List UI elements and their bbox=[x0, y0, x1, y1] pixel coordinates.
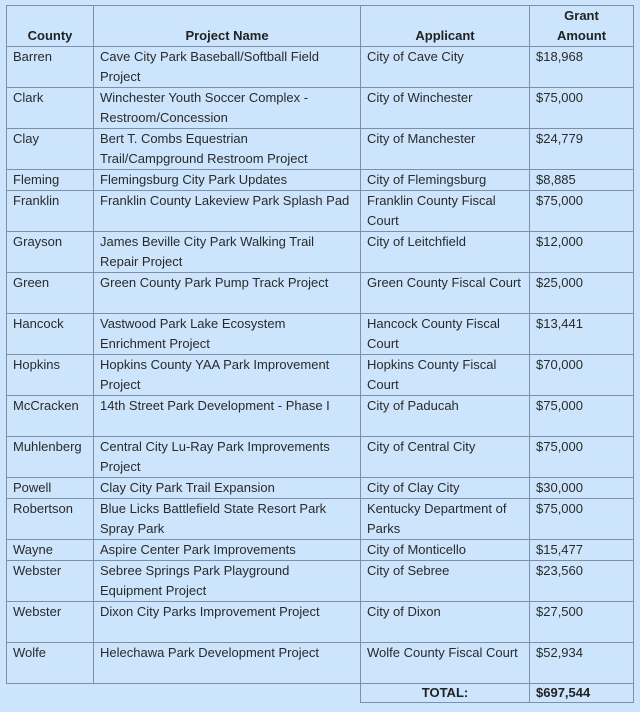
table-row bbox=[7, 499, 634, 540]
cell-amount: $13,441 bbox=[530, 314, 634, 355]
cell-project: Vastwood Park Lake Ecosystem Enrichment Project bbox=[94, 314, 361, 355]
total-row bbox=[7, 684, 634, 703]
cell-applicant: Hopkins County Fiscal Court bbox=[361, 355, 530, 396]
cell-project: Clay City Park Trail Expansion bbox=[94, 478, 361, 499]
table-row bbox=[7, 314, 634, 355]
header-grant-amount-line2: Amount bbox=[556, 28, 607, 43]
cell-applicant: Hancock County Fiscal Court bbox=[361, 314, 530, 355]
table-row bbox=[7, 273, 634, 314]
table-row bbox=[7, 191, 634, 232]
cell-applicant: City of Dixon bbox=[361, 602, 530, 643]
total-value: $697,544 bbox=[530, 684, 634, 703]
cell-applicant: City of Central City bbox=[361, 437, 530, 478]
cell-project: Bert T. Combs Equestrian Trail/Campground Restroom Project bbox=[94, 129, 361, 170]
cell-amount: $75,000 bbox=[530, 437, 634, 478]
table-row bbox=[7, 170, 634, 191]
cell-project: Blue Licks Battlefield State Resort Park Spray Park bbox=[94, 499, 361, 540]
cell-project: Cave City Park Baseball/Softball Field Project bbox=[94, 47, 361, 88]
header-applicant: Applicant bbox=[361, 6, 530, 47]
cell-project: Hopkins County YAA Park Improvement Project bbox=[94, 355, 361, 396]
cell-county: Muhlenberg bbox=[7, 437, 94, 478]
cell-county: Powell bbox=[7, 478, 94, 499]
table-row bbox=[7, 561, 634, 602]
cell-amount: $18,968 bbox=[530, 47, 634, 88]
cell-county: McCracken bbox=[7, 396, 94, 437]
cell-applicant: City of Paducah bbox=[361, 396, 530, 437]
cell-applicant: City of Sebree bbox=[361, 561, 530, 602]
cell-project: Green County Park Pump Track Project bbox=[94, 273, 361, 314]
cell-county: Webster bbox=[7, 602, 94, 643]
table-row bbox=[7, 129, 634, 170]
table-row bbox=[7, 232, 634, 273]
cell-amount: $30,000 bbox=[530, 478, 634, 499]
cell-county: Wolfe bbox=[7, 643, 94, 684]
cell-amount: $27,500 bbox=[530, 602, 634, 643]
cell-county: Franklin bbox=[7, 191, 94, 232]
cell-amount: $52,934 bbox=[530, 643, 634, 684]
cell-applicant: City of Winchester bbox=[361, 88, 530, 129]
cell-amount: $24,779 bbox=[530, 129, 634, 170]
table-row bbox=[7, 602, 634, 643]
cell-county: Hancock bbox=[7, 314, 94, 355]
table-row bbox=[7, 437, 634, 478]
cell-county: Fleming bbox=[7, 170, 94, 191]
header-grant-amount bbox=[530, 6, 634, 47]
cell-amount: $15,477 bbox=[530, 540, 634, 561]
cell-applicant: City of Clay City bbox=[361, 478, 530, 499]
table-row bbox=[7, 478, 634, 499]
cell-project: Franklin County Lakeview Park Splash Pad bbox=[94, 191, 361, 232]
cell-applicant: City of Cave City bbox=[361, 47, 530, 88]
grants-table bbox=[6, 5, 634, 703]
cell-project: Flemingsburg City Park Updates bbox=[94, 170, 361, 191]
cell-applicant: Franklin County Fiscal Court bbox=[361, 191, 530, 232]
header-grant-amount-line1: Grant bbox=[564, 8, 599, 23]
cell-amount: $75,000 bbox=[530, 499, 634, 540]
table-row bbox=[7, 540, 634, 561]
total-label: TOTAL: bbox=[361, 684, 530, 703]
table-row bbox=[7, 396, 634, 437]
cell-applicant: Wolfe County Fiscal Court bbox=[361, 643, 530, 684]
cell-applicant: Kentucky Department of Parks bbox=[361, 499, 530, 540]
cell-county: Webster bbox=[7, 561, 94, 602]
cell-amount: $8,885 bbox=[530, 170, 634, 191]
total-row-spacer bbox=[7, 684, 361, 703]
table-row bbox=[7, 88, 634, 129]
cell-applicant: Green County Fiscal Court bbox=[361, 273, 530, 314]
cell-applicant: City of Flemingsburg bbox=[361, 170, 530, 191]
cell-project: Sebree Springs Park Playground Equipment Project bbox=[94, 561, 361, 602]
cell-project: Aspire Center Park Improvements bbox=[94, 540, 361, 561]
cell-amount: $75,000 bbox=[530, 191, 634, 232]
cell-amount: $25,000 bbox=[530, 273, 634, 314]
cell-amount: $23,560 bbox=[530, 561, 634, 602]
cell-amount: $75,000 bbox=[530, 88, 634, 129]
cell-county: Clay bbox=[7, 129, 94, 170]
cell-applicant: City of Monticello bbox=[361, 540, 530, 561]
cell-amount: $75,000 bbox=[530, 396, 634, 437]
cell-project: James Beville City Park Walking Trail Repair Project bbox=[94, 232, 361, 273]
cell-applicant: City of Manchester bbox=[361, 129, 530, 170]
cell-project: Dixon City Parks Improvement Project bbox=[94, 602, 361, 643]
cell-county: Barren bbox=[7, 47, 94, 88]
cell-project: 14th Street Park Development - Phase I bbox=[94, 396, 361, 437]
table-row bbox=[7, 47, 634, 88]
cell-county: Grayson bbox=[7, 232, 94, 273]
cell-county: Green bbox=[7, 273, 94, 314]
cell-county: Clark bbox=[7, 88, 94, 129]
cell-applicant: City of Leitchfield bbox=[361, 232, 530, 273]
cell-amount: $70,000 bbox=[530, 355, 634, 396]
table-header-row bbox=[7, 6, 634, 47]
cell-project: Helechawa Park Development Project bbox=[94, 643, 361, 684]
cell-county: Hopkins bbox=[7, 355, 94, 396]
cell-project: Winchester Youth Soccer Complex - Restroom/Concession bbox=[94, 88, 361, 129]
header-county: County bbox=[7, 6, 94, 47]
table-row bbox=[7, 643, 634, 684]
table-row bbox=[7, 355, 634, 396]
cell-amount: $12,000 bbox=[530, 232, 634, 273]
cell-project: Central City Lu-Ray Park Improvements Project bbox=[94, 437, 361, 478]
header-project-name: Project Name bbox=[94, 6, 361, 47]
cell-county: Robertson bbox=[7, 499, 94, 540]
cell-county: Wayne bbox=[7, 540, 94, 561]
